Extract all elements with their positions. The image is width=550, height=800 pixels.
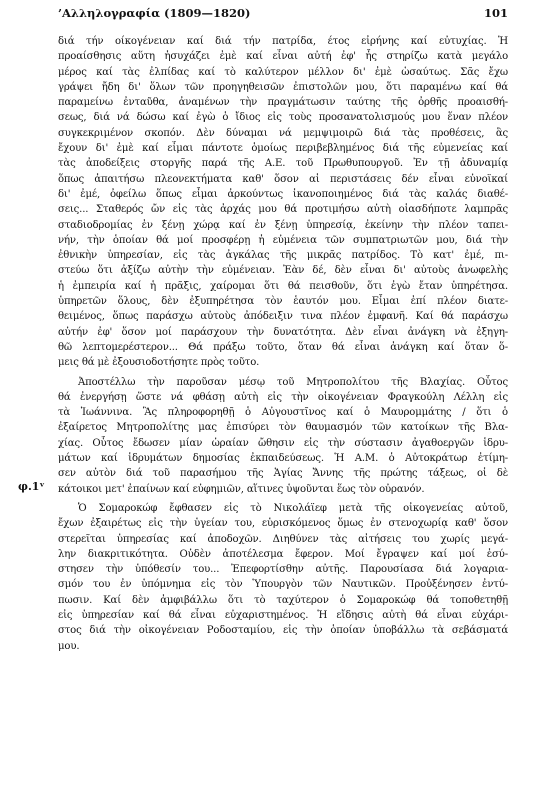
paragraph <box>58 34 508 371</box>
text-line: τὰ Ἰωάννινα. Ἂς πληροφορηθῇ ὁ Αὐγουστῖνος καί ὁ Μαυρομμάτης / ὅτι ὁ <box>58 407 508 419</box>
text-line: σεις... Σταθερός ὤν εἰς τὰς ἀρχάς μου θά προτιμήσω αὐτὴ οἱασδήποτε λαμπρᾶς <box>58 204 508 216</box>
text-line: νήν, τὴν ὁποίαν θά μοί προσφέρῃ ἡ εὐμένεια τῶν συμπατριωτῶν μου, διά τὴν <box>58 234 508 246</box>
text-line: ὑπηρετῶν ὅλους, δὲν ἐξυπηρέτησα τὸν ἑαυτόν μου. Εἶμαι ἐπί πλέον διατε- <box>58 296 508 308</box>
text-line: θειμένος, ὅπως παράσχω αὐτοὺς ἀπόδειξιν τινα πλέον ἐμφανῆ. Καί θά παράσχω <box>58 311 508 323</box>
text-line: στεύω ὅτι ἀξίζω αὐτὴν τὴν εὐμένειαν. Ἐὰν δέ, δὲν εἶναι δι' αὐτοὺς ἀνωφελὴς <box>58 265 508 277</box>
text-line: χίας. Οὗτος ἔδωσεν μίαν ὡραίαν ὤθησιν εἰς τὴν σύστασιν ἀγαθοεργῶν ἱδρυ- <box>58 437 508 449</box>
text-line: ἔχουν δι' ἐμὲ καί εἶμαι πάντοτε ὁμοίως περιβεβλημένος διά τῆς εὐμενείας καί <box>58 143 508 155</box>
text-line: κάτοικοι μετ' ἐπαίνων καί εὐφημιῶν, αἵτινες ὑψοῦνται ἕως τὸν οὐρανόν. <box>58 483 425 495</box>
text-line: Ἀποστέλλω τὴν παροῦσαν μέσῳ τοῦ Μητροπολίτου τῆς Βλαχίας. Οὗτος <box>78 376 508 388</box>
text-line: συγκεκριμένον σκοπόν. Δὲν δύναμαι νά μεμψιμοιρῶ διά τὰς προθέσεις, ἃς <box>58 127 508 139</box>
text-line: γράψει ἤδη δι' ὅλων τῶν προηγηθεισῶν ἐπιστολῶν μου, ὅτι παραμένω καί θά <box>58 81 508 93</box>
text-line: ἡ ἐμπειρία καί ἡ πρᾶξις, χαίρομαι ὅτι θά πεισθοῦν, ὅτι ἐγὼ ἔταν ὑπηρέτησα. <box>58 280 508 292</box>
running-header <box>58 6 508 24</box>
text-line: σμόν του ἐν ὑπόμνημα εἰς τὸν Ὑπουργὸν τῶν Ναυτικῶν. Προὐξένησεν ἐντύ- <box>58 579 508 591</box>
text-line: ἔχων ἐξαιρέτως εἰς τὴν ὑγείαν του, εὑρισκόμενος ὅμως ἐν στενοχωρίᾳ καθ' ὅσον <box>58 518 508 530</box>
text-line: ἐθνικὴν ὑπηρεσίαν, εἰς τὰς ἀγκάλας τῆς μικρᾶς πατρίδος. Τὸ κατ' ἐμέ, πι- <box>58 250 508 262</box>
text-line: παραμείνω ἐνταῦθα, ἀναμένων τὴν πραγμάτωσιν ταύτης τῆς ὀρθῆς προαισθή- <box>58 97 508 109</box>
page-number: 101 <box>483 6 508 20</box>
text-line: μεις θά μὲ ἐξουσιοδοτήσητε πρὸς τοῦτο. <box>58 357 260 369</box>
text-line: στερεῖται ὑπηρεσίας καί ἀποδοχῶν. Διηθύνεν τὰς αἰτήσεις του χωρίς μεγά- <box>58 533 508 545</box>
text-line: μου. <box>58 640 80 652</box>
text-line: θῶ λεπτομερέστερον... Θά πράξω τοῦτο, ὅταν θά εἶναι ἀνάγκη καί ὅταν ὅ- <box>58 341 508 353</box>
text-line: σεως, διά νά δώσω καί ἐγὼ ὁ ἴδιος εἰς τοὺς προσανατολισμούς μου ἕναν πλέον <box>58 112 508 124</box>
letter-body <box>58 34 508 654</box>
text-line: ὅπως ἀπαιτήσω πλεονεκτήματα καθ' ὅσον αἱ περιστάσεις δέν εἶναι εὐνοϊκαί <box>58 173 508 185</box>
text-line: προαίσθησις αὕτη ἡσυχάζει ἐμὲ καί εἶναι αὐτή ἐφ' ἧς στηρίζω κατὰ μεγάλο <box>58 51 508 63</box>
paragraph <box>58 501 508 654</box>
text-line: λην διακριτικότητα. Οὐδὲν ἀποτέλεσμα ἔφερον. Μοί ἔγραψεν καί μοί ἐσύ- <box>58 548 508 560</box>
text-line: εἰς ὑπηρεσίαν καί θά εἶναι εὐχαριστημένος. Ἡ εἴδησις αὐτὴ θά εἶναι εὐχάρι- <box>58 609 508 621</box>
text-line: σεν αὐτὸν διά τοῦ παρασήμου τῆς Ἁγίας Ἄννης τῆς πρώτης τάξεως, οἱ δὲ <box>58 468 508 480</box>
text-line: στος διά τὴν οἰκογένειαν Ροδοσταμίου, εἰς τὴν ὁποίαν ὑποβάλλω τὰ σεβάσματά <box>58 625 508 637</box>
text-line: αὐτήν ἐφ' ὅσον μοί παράσχουν τὴν δυνατότητα. Δὲν εἶναι ἀνάγκη νὰ ἐξηγη- <box>58 326 508 338</box>
text-line: μέρος καί τὰς ἐλπίδας καί τὸ καλύτερον μέλλον δι' ἐμὲ ὡσαύτως. Σᾶς ἔχω <box>58 66 508 78</box>
text-line: δι' ἐμέ, ὀφείλω ὅπως εἶμαι ἀρκούντως ἱκανοποιημένος διά τὰς καλάς διαθέ- <box>58 188 508 200</box>
text-line: θά ἐνεργήσῃ ὥστε νά φθάσῃ αὐτὴ εἰς τὴν οἰκογένειαν Φραγκούλη Λέλλη εἰς <box>58 391 508 403</box>
text-line: τὰς ἀποδείξεις στοργῆς παρά τῆς Α.Ε. τοῦ Πρωθυπουργοῦ. Ἐν τῇ ἀδυναμίᾳ <box>58 158 508 170</box>
running-title: ’Αλληλογραφία (1809—1820) <box>58 6 251 20</box>
text-line: ἐξαίρετος Μητροπολίτης μας ἐπισύρει τὸν θαυμασμόν τῶν κατοίκων τῆς Βλα- <box>58 422 508 434</box>
text-line: στησεν τὴν ὑπόθεσίν του... Ἐπεφορτίσθην αὐτῆς. Παρουσίασα διά λογαρια- <box>58 564 508 576</box>
paragraph <box>58 375 508 497</box>
folio-margin-note: φ.1ᵛ <box>18 480 45 493</box>
text-line: πωσιν. Καί δὲν ἀμφιβάλλω ὅτι τὸ ταχύτερον ὁ Σομαροκώφ θά τοποθετηθῇ <box>58 594 508 606</box>
text-line: Ὁ Σομαροκώφ ἔφθασεν εἰς τὸ Νικολάϊεφ μετὰ τῆς οἰκογενείας αὐτοῦ, <box>78 502 508 514</box>
text-line: μάτων καί ἱδρυμάτων δημοσίας ἐκπαιδεύσεως. Ἡ Α.Μ. ὁ Αὐτοκράτωρ ἐτίμη- <box>58 453 508 465</box>
text-line: διά τήν οίκογένειαν καί διά τήν πατρίδα, έτος εἰρήνης καί εὐτυχίας. Ἡ <box>58 36 508 47</box>
text-line: σταδιοδρομίας ἐν ξένῃ χώρᾳ καί ἐν ξένῃ ὑπηρεσίᾳ, ἐκείνην τὴν πλέον ταπει- <box>58 219 508 231</box>
